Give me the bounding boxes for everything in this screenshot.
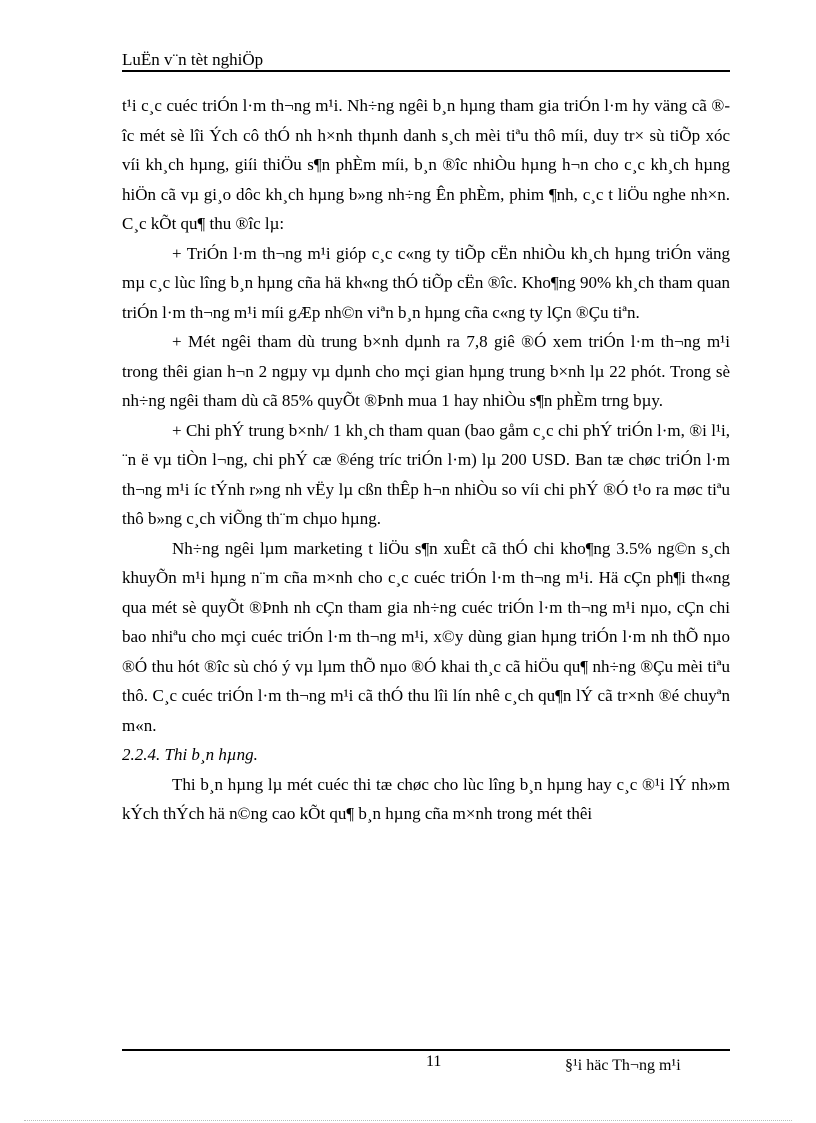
page-number: 11: [426, 1053, 442, 1070]
paragraph: Thi b¸n hµng lµ mét cuéc thi tæ chøc cho lùc lîng b¸n hµng hay c¸c ®¹i lÝ nh»m kÝch thÝch hä n©ng cao kÕt qu¶ b¸n hµng cña m×nh trong mét thêi: [122, 774, 730, 823]
body-text: [122, 91, 730, 829]
paragraph: t¹i c¸c cuéc triÓn l·m th¬ng m¹i. Nh÷ng ngêi b¸n hµng tham gia triÓn l·m hy väng cã ®îc mét sè lîi Ých cô thÓ nh h×nh thµnh danh s¸ch mèi tiªu thô míi, duy tr× sù tiÕp xóc víi kh¸ch hµng, giíi thiÖu s¶n phÈm míi, b¸n ®îc nhiÒu hµng h¬n cho c¸c kh¸ch hµng hiÖn cã vµ gi¸o dôc kh¸ch hµng b»ng nh÷ng Ên phÈm, phim ¶nh, c¸c t liÖu nghe nh×n. C¸c kÕt qu¶ thu ®îc lµ:: [122, 96, 730, 233]
page-bottom-border: [24, 1120, 792, 1121]
paragraph: + TriÓn l·m th¬ng m¹i gióp c¸c c«ng ty tiÕp cËn nhiÒu kh¸ch hµng triÓn väng mµ c¸c lùc lîng b¸n hµng cña hä kh«ng thÓ tiÕp cËn ®îc. Kho¶ng 90% kh¸ch tham quan triÓn l·m th¬ng m¹i míi gÆp nh©n viªn b¸n hµng cña c«ng ty lÇn ®Çu tiªn.: [122, 243, 730, 322]
footer-rule: [122, 1049, 730, 1051]
paragraph: + Mét ngêi tham dù trung b×nh dµnh ra 7,8 giê ®Ó xem triÓn l·m th¬ng m¹i trong thêi gian h¬n 2 ngµy vµ dµnh cho mçi gian hµng trung b×nh lµ 22 phót. Trong sè nh÷ng ngêi tham dù cã 85% quyÕt ®Þnh mua 1 hay nhiÒu s¶n phÈm trng bµy.: [122, 332, 730, 410]
running-header-title: LuËn v¨n tèt nghiÖp: [122, 50, 264, 69]
paragraph: + Chi phÝ trung b×nh/ 1 kh¸ch tham quan (bao gåm c¸c chi phÝ triÓn l·m, ®i l¹i, ¨n ë vµ tiÒn l¬ng, chi phÝ cæ ®éng tríc triÓn l·m) lµ 200 USD. Ban tæ chøc triÓn l·m th¬ng m¹i íc tÝnh r»ng nh vËy lµ cßn thÊp h¬n nhiÒu so víi chi phÝ ®Ó t¹o ra møc tiªu thô b»ng c¸ch viÕng th¨m chµo hµng.: [122, 420, 730, 528]
section-heading: 2.2.4. Thi b¸n hµng.: [122, 745, 258, 764]
header-rule: [122, 70, 730, 72]
footer-institution: §¹i häc Th¬ng m¹i: [565, 1057, 681, 1074]
paragraph: Nh÷ng ngêi lµm marketing t liÖu s¶n xuÊt cã thÓ chi kho¶ng 3.5% ng©n s¸ch khuyÕn m¹i hµng n¨m cña m×nh cho c¸c cuéc triÓn l·m th¬ng m¹i. Hä cÇn ph¶i th«ng qua mét sè quyÕt ®Þnh nh cÇn tham gia nh÷ng cuéc triÓn l·m th¬ng m¹i nµo, cÇn chi bao nhiªu cho mçi cuéc triÓn l·m th¬ng m¹i, x©y dùng gian hµng triÓn l·m nh thÕ nµo ®Ó thu hót ®îc sù chó ý vµ lµm thÕ nµo ®Ó khai th¸c cã hiÖu qu¶ nh÷ng ®Çu mèi tiªu thô. C¸c cuéc triÓn l·m th¬ng m¹i cã thÓ thu lîi lín nhê c¸ch qu¶n lÝ cã tr×nh ®é chuyªn m«n.: [122, 538, 730, 735]
